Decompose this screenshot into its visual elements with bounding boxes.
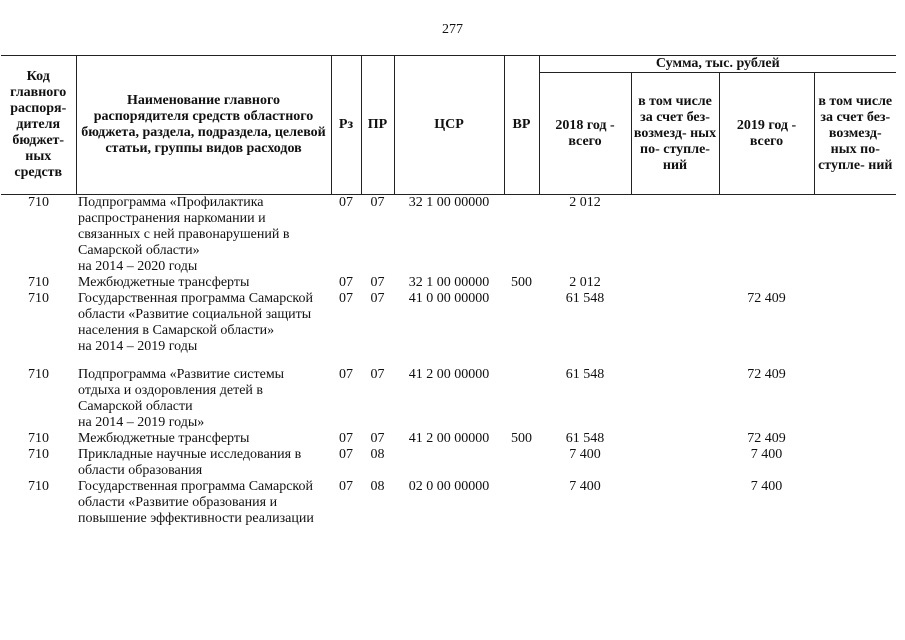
cell-pr: 08	[370, 447, 385, 462]
cell-name: Подпрограмма «Развитие системы отдыха и оздоровления детей в Самарской области на 2014 – 2019 годы»	[78, 367, 285, 430]
budget-table	[1, 55, 896, 527]
cell-2019-total	[719, 195, 814, 276]
cell-2018-total: 61 548	[565, 291, 605, 306]
cell-2019-free	[814, 431, 896, 447]
header-rz: Рз	[331, 56, 361, 195]
cell-code: 710	[28, 275, 49, 290]
cell-2019-free	[814, 291, 896, 355]
table-row	[1, 355, 896, 431]
table-header	[1, 56, 896, 195]
cell-code: 710	[28, 195, 49, 210]
cell-rz: 07	[339, 447, 353, 462]
cell-name: Государственная программа Самарской области «Развитие социальной защиты населения в Самарской области» на 2014 – 2019 годы	[78, 291, 314, 354]
cell-name: Межбюджетные трансферты	[78, 275, 250, 290]
cell-2018-free	[631, 291, 719, 355]
header-code: Код главного распоря- дителя бюджет- ных средств	[1, 56, 76, 195]
table-row	[1, 195, 896, 276]
cell-2018-total: 7 400	[569, 447, 601, 462]
cell-2018-total: 2 012	[569, 275, 601, 290]
table-body	[1, 195, 896, 528]
cell-2018-free	[631, 479, 719, 527]
cell-2018-free	[631, 275, 719, 291]
cell-2019-free	[814, 355, 896, 431]
cell-pr: 08	[370, 479, 385, 494]
cell-pr: 07	[370, 195, 385, 210]
cell-csr	[394, 447, 504, 479]
table-row	[1, 291, 896, 355]
cell-2018-free	[631, 195, 719, 276]
cell-code: 710	[28, 291, 49, 306]
header-2018-total: 2018 год - всего	[539, 73, 631, 195]
header-name: Наименование главного распорядителя средств областного бюджета, раздела, подраздела, целевой статьи, группы видов расходов	[76, 56, 331, 195]
cell-vr	[504, 355, 539, 431]
cell-2019-total: 72 409	[747, 431, 786, 446]
cell-2019-total	[719, 275, 814, 291]
header-pr: ПР	[361, 56, 394, 195]
page-number: 277	[442, 22, 463, 37]
header-csr: ЦСР	[394, 56, 504, 195]
header-2018-free: в том числе за счет без- возмезд- ных по- ступле- ний	[631, 73, 719, 195]
cell-csr: 02 0 00 00000	[408, 479, 490, 494]
header-2019-free: в том числе за счет без- возмезд- ных по- ступле- ний	[814, 73, 896, 195]
table-row	[1, 447, 896, 479]
cell-csr: 32 1 00 00000	[408, 275, 490, 290]
cell-vr	[504, 479, 539, 527]
cell-csr: 41 0 00 00000	[408, 291, 490, 306]
cell-pr: 07	[370, 291, 385, 306]
cell-2019-free	[814, 447, 896, 479]
cell-2018-total: 61 548	[565, 367, 605, 382]
table-row	[1, 479, 896, 527]
table-row	[1, 275, 896, 291]
cell-csr: 32 1 00 00000	[408, 195, 490, 210]
cell-2019-total: 7 400	[750, 479, 783, 494]
cell-2018-total: 7 400	[569, 479, 601, 494]
cell-2019-free	[814, 479, 896, 527]
cell-vr: 500	[511, 431, 532, 446]
cell-2018-free	[631, 447, 719, 479]
header-sum: Сумма, тыс. рублей	[539, 56, 896, 73]
cell-rz: 07	[339, 195, 353, 210]
cell-pr: 07	[370, 431, 385, 446]
cell-name: Государственная программа Самарской области «Развитие образования и повышение эффективности реализации	[78, 479, 314, 526]
cell-rz: 07	[339, 291, 353, 306]
cell-rz: 07	[339, 479, 353, 494]
cell-name: Межбюджетные трансферты	[78, 431, 250, 446]
cell-rz: 07	[339, 275, 353, 290]
cell-2019-total: 7 400	[750, 447, 783, 462]
cell-csr: 41 2 00 00000	[408, 431, 490, 446]
cell-2018-free	[631, 355, 719, 431]
cell-2018-total: 2 012	[569, 195, 601, 210]
cell-code: 710	[28, 367, 49, 382]
cell-code: 710	[28, 431, 49, 446]
cell-vr	[504, 447, 539, 479]
cell-pr: 07	[370, 275, 385, 290]
header-2019-total: 2019 год - всего	[719, 73, 814, 195]
cell-pr: 07	[370, 367, 385, 382]
cell-rz: 07	[339, 431, 353, 446]
cell-vr	[504, 195, 539, 276]
cell-csr: 41 2 00 00000	[408, 367, 490, 382]
cell-code: 710	[28, 447, 49, 462]
cell-code: 710	[28, 479, 49, 494]
header-vr: ВР	[504, 56, 539, 195]
cell-2019-total: 72 409	[747, 291, 786, 306]
table-row	[1, 431, 896, 447]
cell-name: Подпрограмма «Профилактика распространения наркомании и связанных с ней правонарушений в Самарской области» на 2014 – 2020 годы	[78, 195, 290, 274]
cell-2019-free	[814, 275, 896, 291]
cell-2019-total: 72 409	[747, 367, 786, 382]
cell-rz: 07	[339, 367, 353, 382]
cell-vr: 500	[511, 275, 532, 290]
cell-name: Прикладные научные исследования в области образования	[78, 447, 302, 478]
cell-2018-total: 61 548	[565, 431, 605, 446]
cell-2019-free	[814, 195, 896, 276]
cell-2018-free	[631, 431, 719, 447]
cell-vr	[504, 291, 539, 355]
